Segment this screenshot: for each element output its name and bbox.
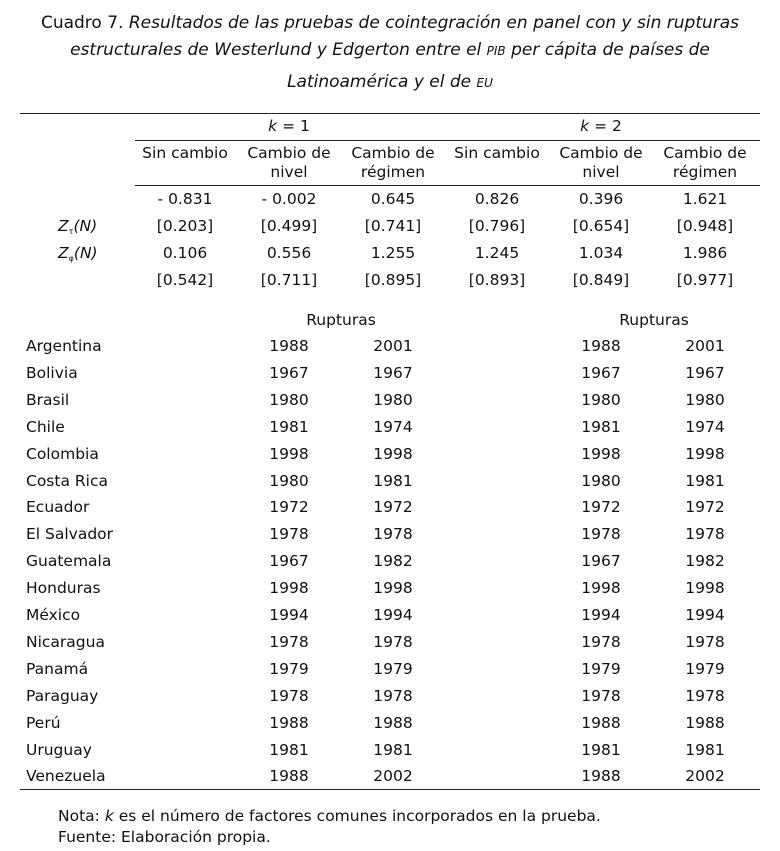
stat-cell: 1.986 <box>682 244 728 262</box>
break-year-cell: 1998 <box>581 445 621 463</box>
break-year-cell: 1979 <box>685 660 725 678</box>
stat-cell: [0.948] <box>676 217 734 235</box>
break-year-cell: 1980 <box>581 472 621 490</box>
stat-cell: 0.826 <box>474 190 520 208</box>
break-year-cell: 1988 <box>269 714 309 732</box>
country-name: Argentina <box>26 337 102 355</box>
break-year-cell: 1978 <box>373 687 413 705</box>
break-year-cell: 1980 <box>269 391 309 409</box>
stat-cell: [0.741] <box>364 217 422 235</box>
break-year-cell: 1978 <box>269 633 309 651</box>
country-name: Chile <box>26 418 65 436</box>
stat-cell: [0.654] <box>572 217 630 235</box>
break-year-cell: 1981 <box>685 472 725 490</box>
group-header-k2: k = 2 <box>580 117 622 135</box>
break-year-cell: 1980 <box>373 391 413 409</box>
country-name: Costa Rica <box>26 472 108 490</box>
country-name: México <box>26 606 81 624</box>
stat-cell: 0.106 <box>162 244 208 262</box>
stat-cell: [0.499] <box>260 217 318 235</box>
stat-cell: [0.711] <box>260 271 318 289</box>
break-year-cell: 1994 <box>269 606 309 624</box>
column-header-5-line-2: nivel <box>582 163 620 181</box>
stat-cell: [0.895] <box>364 271 422 289</box>
country-name: Uruguay <box>26 741 92 759</box>
break-year-cell: 1979 <box>581 660 621 678</box>
table-caption <box>10 10 770 97</box>
break-year-cell: 1978 <box>269 687 309 705</box>
stat-cell: [0.542] <box>156 271 214 289</box>
column-header-2-line-1: Cambio de <box>247 144 331 162</box>
break-year-cell: 1981 <box>269 741 309 759</box>
break-year-cell: 1981 <box>269 418 309 436</box>
stat-cell: - 0.002 <box>261 190 317 208</box>
country-name: Honduras <box>26 579 101 597</box>
stat-cell: [0.977] <box>676 271 734 289</box>
break-year-cell: 1998 <box>581 579 621 597</box>
column-header-3-line-2: régimen <box>360 163 426 181</box>
stat-cell: 0.396 <box>578 190 624 208</box>
column-header-6-line-1: Cambio de <box>663 144 747 162</box>
stat-cell: [0.849] <box>572 271 630 289</box>
stat-cell: [0.893] <box>468 271 526 289</box>
break-year-cell: 1972 <box>685 498 725 516</box>
break-year-cell: 1988 <box>269 767 309 785</box>
break-year-cell: 1974 <box>685 418 725 436</box>
break-year-cell: 1967 <box>269 552 309 570</box>
break-year-cell: 1998 <box>373 445 413 463</box>
break-year-cell: 1994 <box>581 606 621 624</box>
caption-label: Cuadro 7. <box>40 13 124 33</box>
z-tau-label: $Z_\tau(N)$ <box>58 217 98 236</box>
caption-pib: PIB <box>486 44 506 58</box>
caption-title-line-3: per cápita de países de <box>505 40 710 60</box>
stat-cell: [0.796] <box>468 217 526 235</box>
break-year-cell: 2002 <box>373 767 413 785</box>
break-year-cell: 1967 <box>581 552 621 570</box>
break-year-cell: 1994 <box>685 606 725 624</box>
break-year-cell: 1979 <box>373 660 413 678</box>
break-year-cell: 1998 <box>685 445 725 463</box>
column-header-4-line-1: Sin cambio <box>454 144 540 162</box>
break-year-cell: 1978 <box>581 687 621 705</box>
stat-cell: 1.621 <box>682 190 728 208</box>
header-rule <box>135 185 760 186</box>
column-header-3-line-1: Cambio de <box>351 144 435 162</box>
break-year-cell: 1981 <box>373 741 413 759</box>
break-year-cell: 1978 <box>685 633 725 651</box>
break-year-cell: 1998 <box>269 579 309 597</box>
break-year-cell: 1972 <box>373 498 413 516</box>
break-year-cell: 1998 <box>269 445 309 463</box>
break-year-cell: 1981 <box>581 418 621 436</box>
caption-title-line-2: estructurales de Westerlund y Edgerton entre el <box>70 40 487 60</box>
country-name: Brasil <box>26 391 70 409</box>
break-year-cell: 1998 <box>373 579 413 597</box>
stat-cell: 0.556 <box>266 244 312 262</box>
break-year-cell: 1972 <box>581 498 621 516</box>
break-year-cell: 1998 <box>685 579 725 597</box>
stat-cell: 0.645 <box>370 190 416 208</box>
break-year-cell: 1988 <box>269 337 309 355</box>
top-rule <box>20 113 760 114</box>
break-year-cell: 1988 <box>581 767 621 785</box>
country-name: Colombia <box>26 445 99 463</box>
stat-cell: 1.034 <box>578 244 624 262</box>
column-header-5-line-1: Cambio de <box>559 144 643 162</box>
break-year-cell: 2001 <box>685 337 725 355</box>
break-year-cell: 1978 <box>581 525 621 543</box>
break-year-cell: 1980 <box>685 391 725 409</box>
z-phi-label: $Z_\varphi(N)$ <box>58 244 98 263</box>
break-year-cell: 1988 <box>373 714 413 732</box>
break-year-cell: 1967 <box>581 364 621 382</box>
caption-title-line-1: Resultados de las pruebas de cointegración en panel con y sin rupturas <box>128 13 740 33</box>
break-year-cell: 1980 <box>581 391 621 409</box>
break-year-cell: 1981 <box>373 472 413 490</box>
column-header-2-line-2: nivel <box>270 163 308 181</box>
stat-cell: 1.245 <box>474 244 520 262</box>
stat-cell: - 0.831 <box>157 190 213 208</box>
caption-title-line-4: Latinoamérica y el de <box>287 72 477 92</box>
break-year-cell: 1982 <box>373 552 413 570</box>
country-name: Panamá <box>26 660 89 678</box>
break-year-cell: 2002 <box>685 767 725 785</box>
country-name: El Salvador <box>26 525 114 543</box>
break-year-cell: 1978 <box>373 633 413 651</box>
break-year-cell: 1994 <box>373 606 413 624</box>
break-year-cell: 1978 <box>685 525 725 543</box>
break-year-cell: 1982 <box>685 552 725 570</box>
country-name: Guatemala <box>26 552 112 570</box>
break-year-cell: 1967 <box>269 364 309 382</box>
column-header-1-line-1: Sin cambio <box>142 144 228 162</box>
country-name: Nicaragua <box>26 633 105 651</box>
country-name: Bolivia <box>26 364 78 382</box>
break-year-cell: 1988 <box>685 714 725 732</box>
break-year-cell: 1988 <box>581 337 621 355</box>
break-year-cell: 1981 <box>685 741 725 759</box>
stat-cell: [0.203] <box>156 217 214 235</box>
break-year-cell: 1967 <box>685 364 725 382</box>
table-note: Nota: k es el número de factores comunes incorporados en la prueba. <box>58 807 601 825</box>
break-year-cell: 1972 <box>269 498 309 516</box>
break-year-cell: 1974 <box>373 418 413 436</box>
break-year-cell: 1978 <box>373 525 413 543</box>
column-header-6-line-2: régimen <box>672 163 738 181</box>
country-name: Paraguay <box>26 687 99 705</box>
break-year-cell: 1979 <box>269 660 309 678</box>
break-year-cell: 1967 <box>373 364 413 382</box>
break-year-cell: 1980 <box>269 472 309 490</box>
stat-cell: 1.255 <box>370 244 416 262</box>
group-rule <box>135 140 760 141</box>
country-name: Ecuador <box>26 498 90 516</box>
break-year-cell: 1978 <box>269 525 309 543</box>
break-year-cell: 2001 <box>373 337 413 355</box>
break-year-cell: 1981 <box>581 741 621 759</box>
country-name: Venezuela <box>26 767 106 785</box>
bottom-rule <box>20 789 760 790</box>
group-header-k1: k = 1 <box>268 117 310 135</box>
country-name: Perú <box>26 714 61 732</box>
break-year-cell: 1978 <box>685 687 725 705</box>
caption-eu: EU <box>476 76 493 90</box>
rupturas-header-k1: Rupturas <box>306 311 376 329</box>
break-year-cell: 1988 <box>581 714 621 732</box>
table-source: Fuente: Elaboración propia. <box>58 828 271 846</box>
break-year-cell: 1978 <box>581 633 621 651</box>
rupturas-header-k2: Rupturas <box>619 311 689 329</box>
